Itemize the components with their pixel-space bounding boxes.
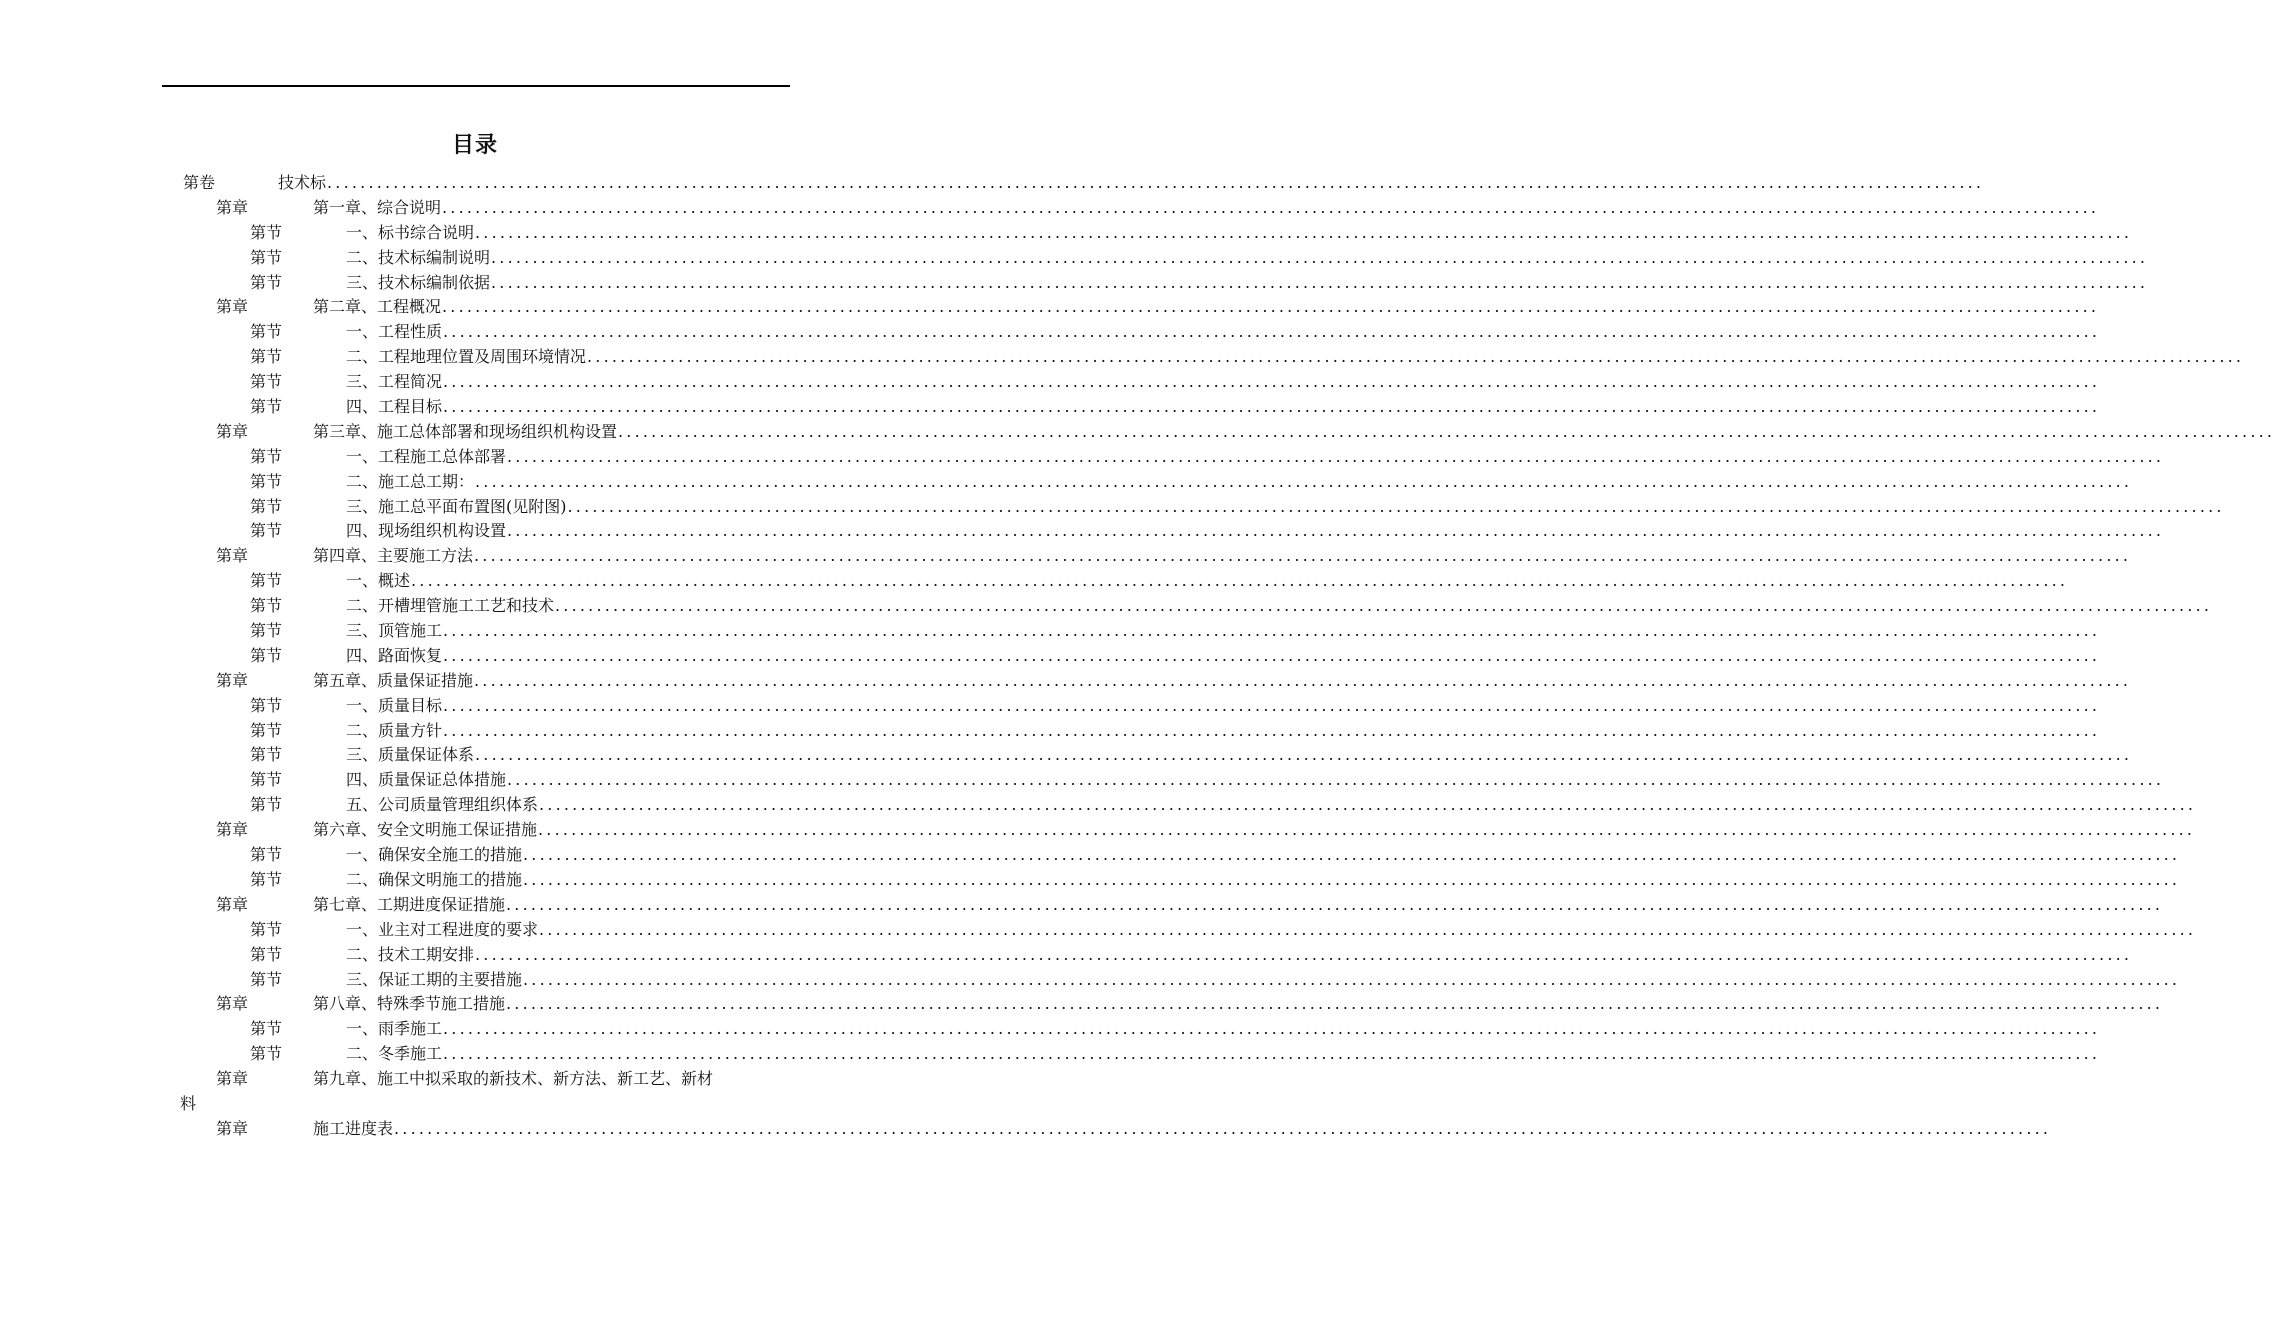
toc-section-row[interactable] xyxy=(0,619,2101,644)
toc-entry-title: 二、施工总工期： xyxy=(346,471,475,491)
toc-entry xyxy=(313,669,2132,694)
toc-dot-leader: ........................................................................................................................................................................................................ xyxy=(443,695,2101,715)
toc-entry-label: 第章 xyxy=(216,820,249,840)
toc-entry xyxy=(346,1042,2101,1067)
toc-dot-leader: ........................................................................................................................................................................................................ xyxy=(443,621,2101,641)
toc-entry xyxy=(346,918,2197,943)
toc-entry-title: 三、工程简况 xyxy=(346,372,443,392)
toc-entry-title: 二、确保文明施工的措施 xyxy=(346,869,523,889)
toc-entry-label: 第节 xyxy=(250,397,283,417)
toc-entry-label: 第节 xyxy=(250,471,283,491)
toc-entry-label: 第节 xyxy=(250,621,283,641)
toc-dot-leader: ........................................................................................................................................................................................................ xyxy=(443,372,2101,392)
toc-dot-leader: ........................................................................................................................................................................................................ xyxy=(475,471,2133,491)
toc-dot-leader: ........................................................................................................................................................................................................ xyxy=(327,173,1985,192)
toc-entry xyxy=(346,445,2165,470)
toc-entry-title: 四、工程目标 xyxy=(346,397,443,417)
toc-entry xyxy=(313,1117,2052,1142)
toc-section-row[interactable] xyxy=(0,495,2225,520)
toc-section-row[interactable] xyxy=(0,868,2181,893)
toc-chapter-row[interactable] xyxy=(0,420,2275,445)
toc-entry-title: 五、公司质量管理组织体系 xyxy=(346,795,539,815)
toc-entry-label: 第节 xyxy=(250,596,283,616)
toc-entry-label: 第节 xyxy=(250,919,283,939)
toc-entry-label: 第卷 xyxy=(183,173,216,192)
toc-chapter-row[interactable] xyxy=(0,1117,2052,1142)
toc-entry-title: 二、技术工期安排 xyxy=(346,944,475,964)
toc-entry xyxy=(346,345,2245,370)
toc-entry xyxy=(346,320,2101,345)
toc-entry-title: 一、标书综合说明 xyxy=(346,222,475,242)
toc-entry-title: 二、工程地理位置及周围环境情况 xyxy=(346,347,587,367)
toc-entry-label: 第章 xyxy=(216,1069,249,1089)
toc-entry xyxy=(346,271,2149,296)
toc-entry xyxy=(346,644,2101,669)
toc-section-row[interactable] xyxy=(0,320,2101,345)
toc-entry-title: 一、业主对工程进度的要求 xyxy=(346,919,539,939)
toc-entry-label: 第节 xyxy=(250,571,283,591)
toc-entry-label: 第章 xyxy=(216,197,249,217)
toc-entry-title: 四、现场组织机构设置 xyxy=(346,521,507,541)
toc-entry xyxy=(346,221,2133,246)
toc-entry xyxy=(278,171,1985,196)
toc-section-row[interactable] xyxy=(0,345,2245,370)
toc-chapter-row[interactable] xyxy=(0,295,2100,320)
toc-entry-label: 第节 xyxy=(250,969,283,989)
toc-entry-title: 一、确保安全施工的措施 xyxy=(346,845,523,865)
toc-entry-title: 第七章、工期进度保证措施 xyxy=(313,894,506,914)
toc-entry xyxy=(346,470,2133,495)
toc-dot-leader: ........................................................................................................................................................................................................ xyxy=(523,969,2181,989)
toc-entry-title: 施工进度表 xyxy=(313,1118,394,1138)
toc-dot-leader: ........................................................................................................................................................................................................ xyxy=(394,1118,2052,1138)
toc-dot-leader: ........................................................................................................................................................................................................ xyxy=(555,596,2213,616)
toc-entry xyxy=(346,495,2225,520)
toc-entry xyxy=(346,868,2181,893)
toc-entry-title: 一、工程施工总体部署 xyxy=(346,446,507,466)
toc-chapter-row[interactable] xyxy=(0,196,2100,221)
toc-dot-leader: ........................................................................................................................................................................................................ xyxy=(618,421,2275,441)
toc-entry-title: 第四章、主要施工方法 xyxy=(313,546,474,566)
toc-entry-title: 二、冬季施工 xyxy=(346,1044,443,1064)
toc-dot-leader: ........................................................................................................................................................................................................ xyxy=(443,645,2101,665)
toc-entry-title: 第八章、特殊季节施工措施 xyxy=(313,994,506,1014)
toc-entry xyxy=(346,519,2165,544)
toc-section-row[interactable] xyxy=(0,1017,2101,1042)
toc-entry-label: 第章 xyxy=(216,421,249,441)
toc-entry xyxy=(346,569,2069,594)
toc-entry-title: 二、开槽埋管施工工艺和技术 xyxy=(346,596,555,616)
toc-entry-label: 第章 xyxy=(216,894,249,914)
toc-dot-leader: ........................................................................................................................................................................................................ xyxy=(474,670,2132,690)
toc-dot-leader: ........................................................................................................................................................................................................ xyxy=(475,222,2133,242)
toc-entry-title: 三、技术标编制依据 xyxy=(346,272,491,292)
toc-entry-label: 第节 xyxy=(250,795,283,815)
toc-entry-label: 第节 xyxy=(250,770,283,790)
toc-entry-label: 第节 xyxy=(250,745,283,765)
toc-dot-leader: ........................................................................................................................................................................................................ xyxy=(475,745,2133,765)
toc-dot-leader: ........................................................................................................................................................................................................ xyxy=(567,496,2225,516)
toc-dot-leader: ........................................................................................................................................................................................................ xyxy=(474,546,2132,566)
toc-entry-label: 第节 xyxy=(250,645,283,665)
toc-section-row[interactable] xyxy=(0,644,2101,669)
toc-entry xyxy=(313,420,2275,445)
toc-entry-title: 第二章、工程概况 xyxy=(313,297,442,317)
toc-entry xyxy=(346,943,2133,968)
toc-title: 目录 xyxy=(451,133,498,158)
toc-entry-label: 第章 xyxy=(216,297,249,317)
toc-dot-leader: ........................................................................................................................................................................................................ xyxy=(506,994,2164,1014)
table-of-contents xyxy=(0,171,2275,1142)
toc-dot-leader: ........................................................................................................................................................................................................ xyxy=(523,869,2181,889)
toc-entry-title: 一、概述 xyxy=(346,571,411,591)
toc-entry-label: 第节 xyxy=(250,247,283,267)
toc-entry-title: 三、质量保证体系 xyxy=(346,745,475,765)
toc-entry-title: 二、质量方针 xyxy=(346,720,443,740)
toc-entry-title: 二、技术标编制说明 xyxy=(346,247,491,267)
toc-section-row[interactable] xyxy=(0,470,2133,495)
toc-section-row[interactable] xyxy=(0,743,2133,768)
toc-dot-leader: ........................................................................................................................................................................................................ xyxy=(538,820,2196,840)
toc-entry xyxy=(346,694,2101,719)
toc-entry xyxy=(346,719,2101,744)
toc-section-row[interactable] xyxy=(0,943,2133,968)
toc-dot-leader: ........................................................................................................................................................................................................ xyxy=(506,894,2164,914)
toc-entry-label: 第节 xyxy=(250,347,283,367)
toc-chapter-row[interactable] xyxy=(0,544,2132,569)
toc-entry-label: 第节 xyxy=(250,695,283,715)
toc-entry-label: 第节 xyxy=(250,322,283,342)
toc-section-row[interactable] xyxy=(0,519,2165,544)
toc-entry-title: 第六章、安全文明施工保证措施 xyxy=(313,820,538,840)
toc-entry xyxy=(346,843,2181,868)
toc-chapter-row[interactable] xyxy=(0,669,2132,694)
toc-entry-label: 第节 xyxy=(250,720,283,740)
toc-chapter-row[interactable] xyxy=(0,992,2164,1017)
toc-chapter-row[interactable] xyxy=(0,1067,950,1092)
toc-entry-title: 第一章、综合说明 xyxy=(313,197,442,217)
toc-dot-leader: ........................................................................................................................................................................................................ xyxy=(443,1019,2101,1039)
toc-section-row[interactable] xyxy=(0,793,2197,818)
toc-section-row[interactable] xyxy=(0,918,2197,943)
toc-entry xyxy=(346,768,2165,793)
header-rule xyxy=(162,85,790,87)
toc-entry-label: 第节 xyxy=(250,944,283,964)
toc-entry xyxy=(346,395,2101,420)
toc-entry xyxy=(346,793,2197,818)
toc-section-row[interactable] xyxy=(0,719,2101,744)
toc-entry-title: 一、雨季施工 xyxy=(346,1019,443,1039)
toc-dot-leader: ........................................................................................................................................................................................................ xyxy=(443,322,2101,342)
toc-section-row[interactable] xyxy=(0,843,2181,868)
toc-entry xyxy=(346,968,2181,993)
toc-dot-leader: ........................................................................................................................................................................................................ xyxy=(587,347,2245,367)
toc-section-row[interactable] xyxy=(0,1042,2101,1067)
toc-dot-leader: ........................................................................................................................................................................................................ xyxy=(443,720,2101,740)
toc-entry-title: 四、质量保证总体措施 xyxy=(346,770,507,790)
toc-section-row[interactable] xyxy=(0,694,2101,719)
toc-dot-leader: ........................................................................................................................................................................................................ xyxy=(491,272,2149,292)
toc-dot-leader: ........................................................................................................................................................................................................ xyxy=(491,247,2149,267)
toc-entry-label: 第章 xyxy=(216,546,249,566)
toc-entry xyxy=(313,544,2132,569)
toc-dot-leader: ........................................................................................................................................................................................................ xyxy=(507,770,2165,790)
toc-entry-title: 第九章、施工中拟采取的新技术、新方法、新工艺、新材 xyxy=(313,1069,714,1089)
toc-volume-row[interactable] xyxy=(0,171,1985,196)
toc-entry xyxy=(346,743,2133,768)
toc-entry-title: 三、施工总平面布置图(见附图) xyxy=(346,496,567,516)
toc-entry xyxy=(313,196,2100,221)
toc-section-row[interactable] xyxy=(0,246,2149,271)
toc-section-row[interactable] xyxy=(0,395,2101,420)
toc-entry-label: 第节 xyxy=(250,222,283,242)
toc-entry-title: 四、路面恢复 xyxy=(346,645,443,665)
toc-dot-leader: ........................................................................................................................................................................................................ xyxy=(443,397,2101,417)
toc-dot-leader: ........................................................................................................................................................................................................ xyxy=(475,944,2133,964)
toc-entry-title: 三、顶管施工 xyxy=(346,621,443,641)
toc-entry xyxy=(346,619,2101,644)
toc-entry-label: 第节 xyxy=(250,272,283,292)
toc-entry-title: 三、保证工期的主要措施 xyxy=(346,969,523,989)
toc-entry-title: 技术标 xyxy=(278,173,327,192)
toc-entry xyxy=(346,1017,2101,1042)
toc-entry-title: 一、工程性质 xyxy=(346,322,443,342)
toc-entry-label: 第节 xyxy=(250,1044,283,1064)
toc-entry-title-continuation: 料 xyxy=(180,1093,197,1113)
toc-entry-label: 第节 xyxy=(250,1019,283,1039)
toc-entry-title: 第五章、质量保证措施 xyxy=(313,670,474,690)
toc-chapter-row[interactable] xyxy=(0,893,2164,918)
toc-entry xyxy=(346,594,2213,619)
toc-chapter-row[interactable] xyxy=(0,818,2196,843)
toc-entry xyxy=(346,246,2149,271)
toc-entry-title: 第三章、施工总体部署和现场组织机构设置 xyxy=(313,421,618,441)
toc-entry-label: 第章 xyxy=(216,1118,249,1138)
toc-entry-label: 第节 xyxy=(250,446,283,466)
toc-section-row[interactable] xyxy=(0,594,2213,619)
toc-entry-label: 第节 xyxy=(250,521,283,541)
toc-section-row[interactable] xyxy=(0,445,2165,470)
toc-dot-leader: ........................................................................................................................................................................................................ xyxy=(507,446,2165,466)
toc-dot-leader: ........................................................................................................................................................................................................ xyxy=(539,795,2197,815)
toc-section-row[interactable] xyxy=(0,968,2181,993)
toc-entry xyxy=(313,818,2196,843)
toc-entry-label: 第章 xyxy=(216,994,249,1014)
toc-wrapped-line xyxy=(0,1092,950,1117)
toc-entry-label: 第节 xyxy=(250,869,283,889)
toc-entry-label: 第节 xyxy=(250,496,283,516)
toc-entry xyxy=(313,992,2164,1017)
toc-section-row[interactable] xyxy=(0,370,2101,395)
toc-dot-leader: ........................................................................................................................................................................................................ xyxy=(507,521,2165,541)
toc-dot-leader: ........................................................................................................................................................................................................ xyxy=(442,197,2100,217)
toc-entry-label: 第节 xyxy=(250,372,283,392)
toc-entry xyxy=(313,893,2164,918)
toc-dot-leader: ........................................................................................................................................................................................................ xyxy=(539,919,2197,939)
toc-entry-title: 一、质量目标 xyxy=(346,695,443,715)
toc-dot-leader: ........................................................................................................................................................................................................ xyxy=(523,845,2181,865)
toc-entry xyxy=(346,370,2101,395)
toc-section-row[interactable] xyxy=(0,221,2133,246)
toc-entry-label: 第节 xyxy=(250,845,283,865)
toc-dot-leader: ........................................................................................................................................................................................................ xyxy=(442,297,2100,317)
toc-entry-label: 第章 xyxy=(216,670,249,690)
toc-section-row[interactable] xyxy=(0,271,2149,296)
toc-entry xyxy=(313,295,2100,320)
toc-section-row[interactable] xyxy=(0,569,2069,594)
toc-dot-leader: ........................................................................................................................................................................................................ xyxy=(411,571,2069,591)
toc-dot-leader: ........................................................................................................................................................................................................ xyxy=(443,1044,2101,1064)
toc-section-row[interactable] xyxy=(0,768,2165,793)
